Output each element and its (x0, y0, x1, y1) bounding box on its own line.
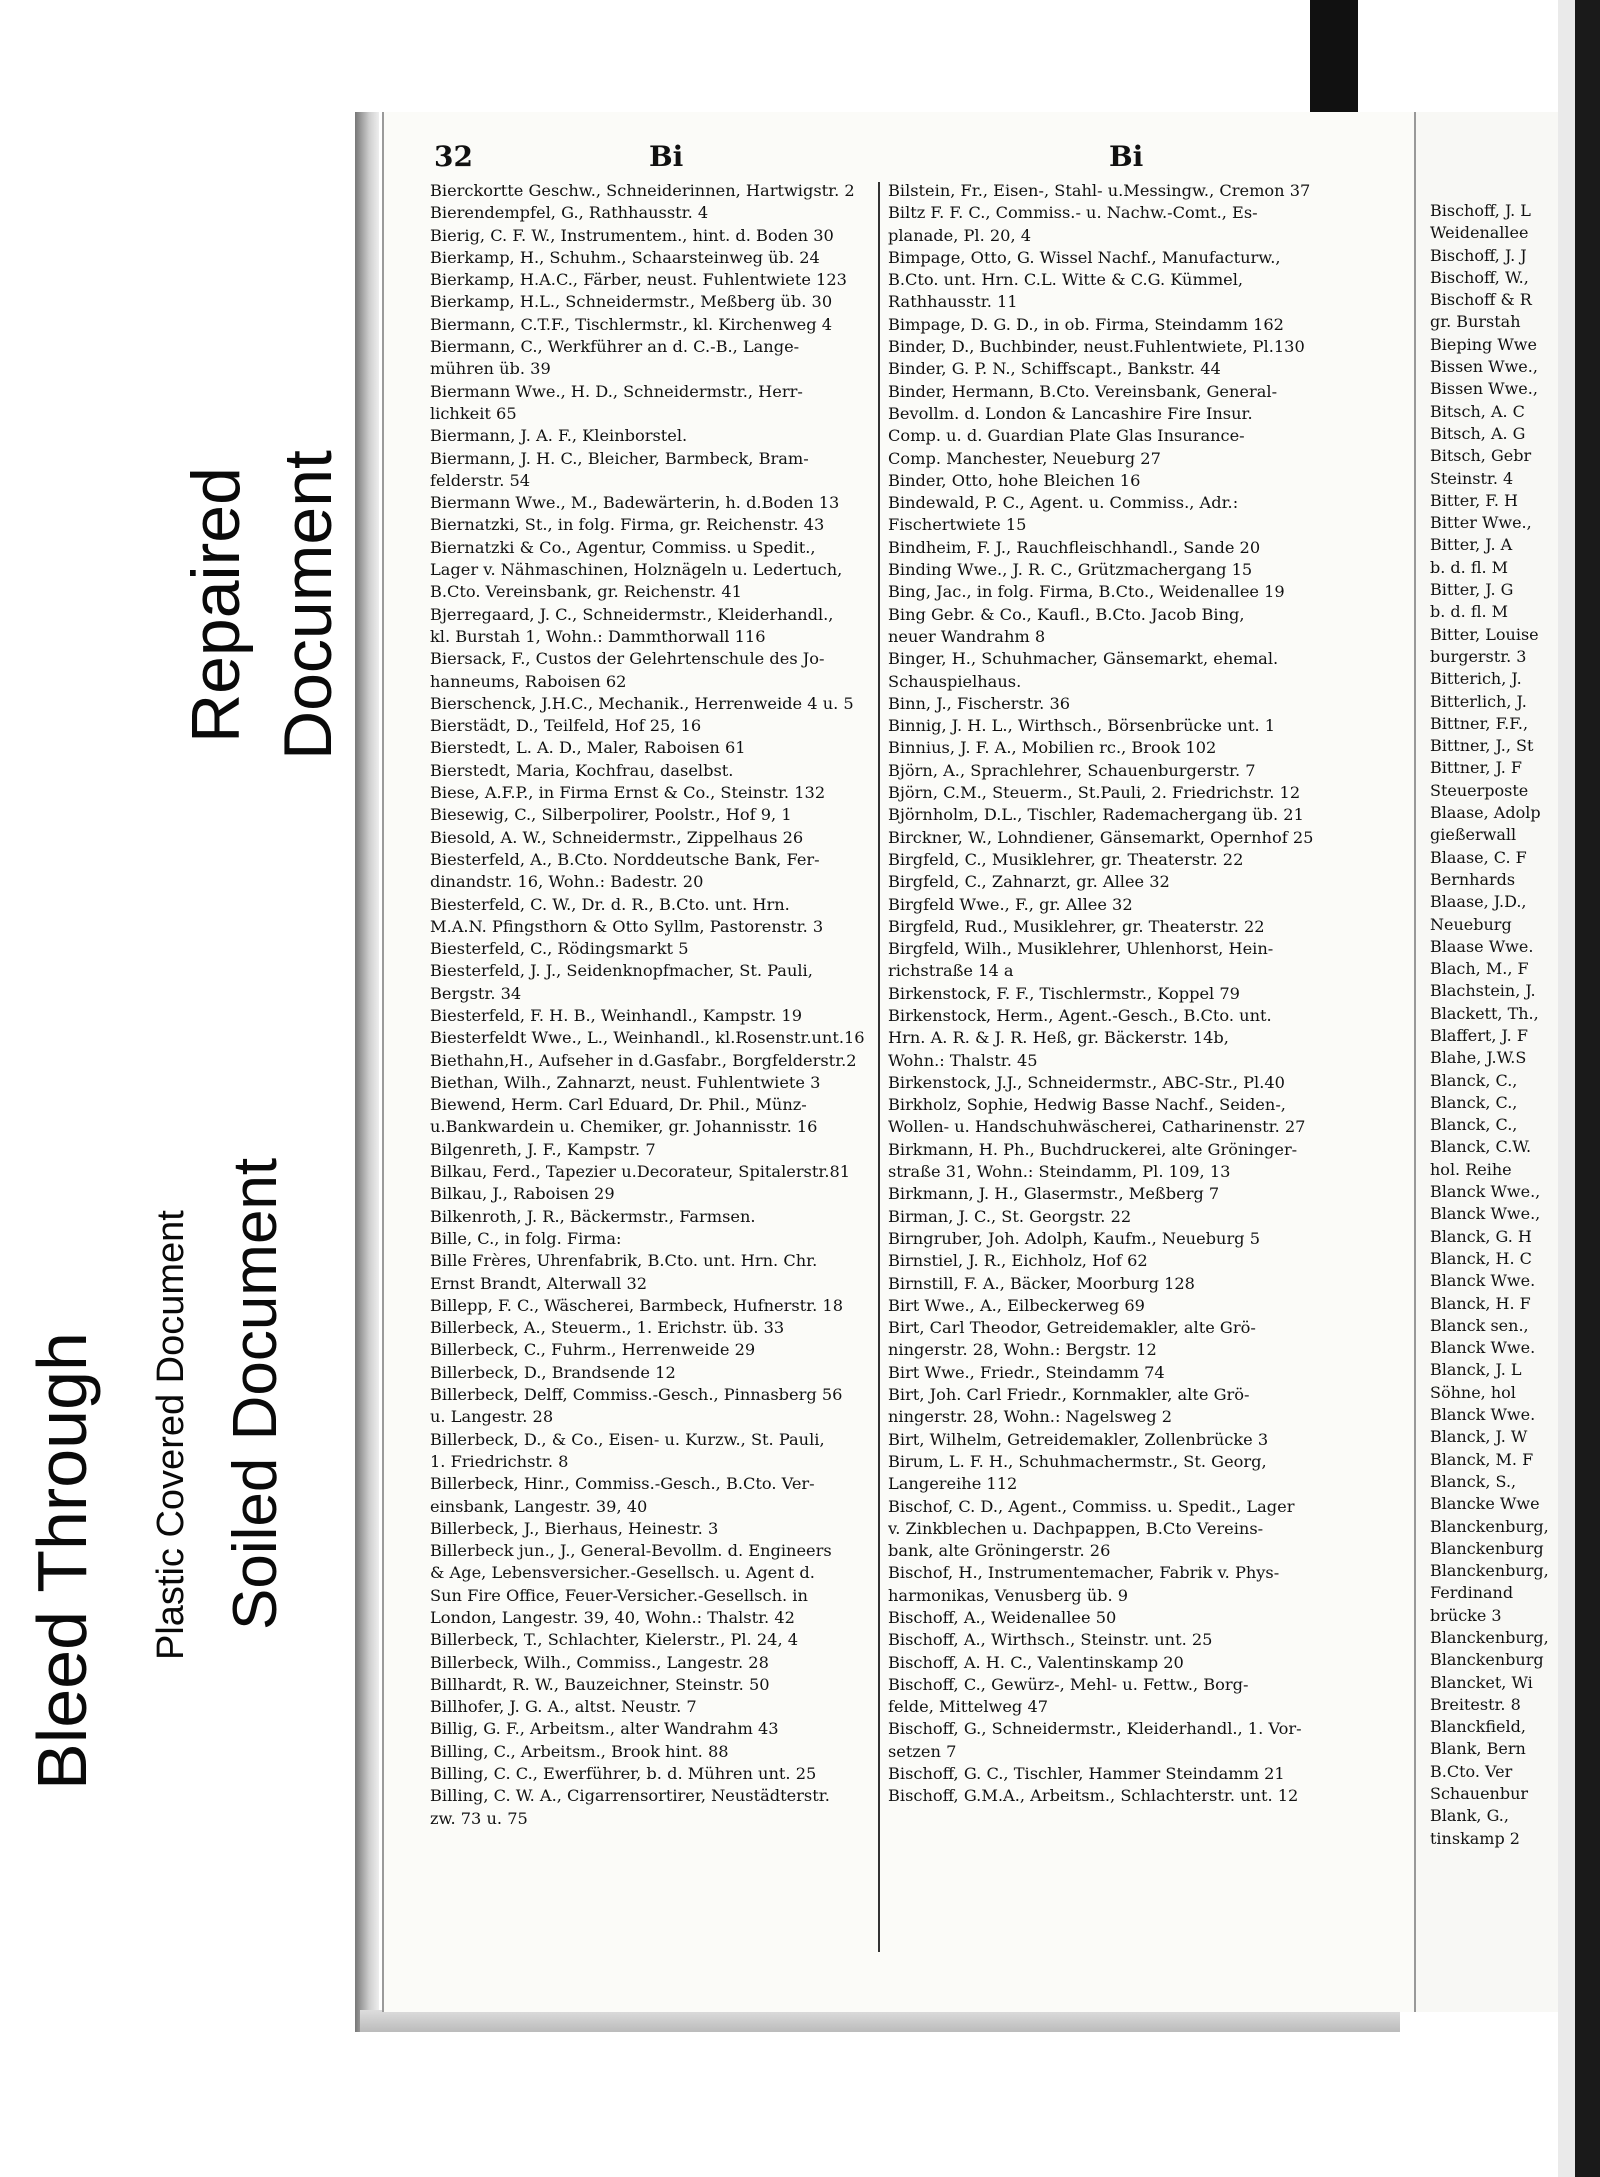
directory-entry-line: Blancket, Wi (1430, 1672, 1533, 1692)
directory-entry-line: Bitsch, A. C (1430, 401, 1525, 421)
directory-entry-line: B.Cto. Vereinsbank, gr. Reichenstr. 41 (430, 582, 742, 602)
directory-entry-line: Comp. u. d. Guardian Plate Glas Insurance- (888, 426, 1245, 446)
directory-entry-line: Biesterfeld, J. J., Seidenknopfmacher, St. Pauli, (430, 961, 813, 981)
directory-entry-line: Bing Gebr. & Co., Kaufl., B.Cto. Jacob Bing, (888, 604, 1245, 624)
directory-entry-line: Blach, M., F (1430, 959, 1529, 979)
directory-entry-line: Bierkamp, H.L., Schneidermstr., Meßberg üb. 30 (430, 292, 833, 312)
directory-entry-line: Blanckenburg, (1430, 1628, 1549, 1647)
directory-entry-line: neuer Wandrahm 8 (888, 626, 1046, 646)
directory-entry-line: Blanckfield, (1430, 1717, 1526, 1737)
directory-entry-line: Björn, A., Sprachlehrer, Schauenburgerstr. 7 (888, 760, 1256, 780)
directory-entry-line: Billing, C., Arbeitsm., Brook hint. 88 (430, 1741, 729, 1761)
directory-entry-line: gießerwall (1430, 825, 1517, 845)
directory-entry-line: lichkeit 65 (430, 403, 517, 423)
directory-entry-line: Wollen- u. Handschuhwäscherei, Catharinenstr. 27 (888, 1117, 1306, 1137)
directory-entry-line: B.Cto. unt. Hrn. C.L. Witte & C.G. Kümmel, (888, 270, 1244, 290)
directory-entry-line: London, Langestr. 39, 40, Wohn.: Thalstr. 42 (430, 1608, 795, 1627)
directory-entry-line: Birgfeld, Wilh., Musiklehrer, Uhlenhorst, Hein- (888, 939, 1274, 959)
directory-entry-line: Biermann Wwe., H. D., Schneidermstr., Herr- (430, 381, 803, 401)
directory-entry-line: Bindheim, F. J., Rauchfleischhandl., Sande 20 (888, 537, 1261, 557)
directory-entry-line: Wohn.: Thalstr. 45 (888, 1050, 1038, 1070)
directory-entry-line: Birt, Joh. Carl Friedr., Kornmakler, alte Grö- (888, 1385, 1250, 1405)
directory-entry-line: zw. 73 u. 75 (430, 1808, 528, 1828)
directory-entry-line: Binnig, J. H. L., Wirthsch., Börsenbrücke unt. 1 (888, 716, 1276, 736)
directory-entry-line: Bilkenroth, J. R., Bäckermstr., Farmsen. (430, 1206, 756, 1226)
directory-entry-line: Birgfeld, C., Zahnarzt, gr. Allee 32 (888, 872, 1170, 892)
directory-entry-line: Birckner, W., Lohndiener, Gänsemarkt, Opernhof 25 (888, 827, 1314, 847)
directory-entry-line: hol. Reihe (1430, 1159, 1512, 1179)
directory-entry-line: Bierschenck, J.H.C., Mechanik., Herrenweide 4 u. 5 (430, 693, 854, 713)
directory-entry-line: Bilstein, Fr., Eisen-, Stahl- u.Messingw., Cremon 37 (888, 181, 1311, 200)
directory-entry-line: u.Bankwardein u. Chemiker, gr. Johannisstr. 16 (430, 1117, 818, 1137)
directory-entry-line: M.A.N. Pfingsthorn & Otto Syllm, Pastorenstr. 3 (430, 916, 824, 936)
directory-entry-line: Bierig, C. F. W., Instrumentem., hint. d. Boden 30 (430, 225, 834, 245)
directory-entry-line: Bille Frères, Uhrenfabrik, B.Cto. unt. Hrn. Chr. (430, 1251, 818, 1271)
directory-entry-line: Biermann, C., Werkführer an d. C.-B., Lange- (430, 337, 800, 357)
directory-entry-line: Comp. Manchester, Neueburg 27 (888, 448, 1161, 468)
directory-entry-line: Bitter, J. G (1430, 580, 1514, 600)
directory-entry-line: Birgfeld, Rud., Musiklehrer, gr. Theaterstr. 22 (888, 916, 1265, 936)
directory-entry-line: Billerbeck, A., Steuerm., 1. Erichstr. üb. 33 (430, 1318, 785, 1338)
directory-entry-line: Bischof, C. D., Agent., Commiss. u. Spedit., Lager (888, 1496, 1295, 1516)
directory-entry-line: Billing, C. C., Ewerführer, b. d. Mühren unt. 25 (430, 1764, 817, 1784)
header-left: Bi (649, 140, 684, 173)
directory-entry-line: v. Zinkblechen u. Dachpappen, B.Cto Vereins- (888, 1518, 1264, 1538)
directory-entry-line: Blachstein, J. (1430, 981, 1536, 1001)
directory-entry-line: Bitterlich, J. (1430, 691, 1527, 711)
header-right: Bi (1109, 140, 1144, 173)
directory-page (382, 112, 1416, 2012)
directory-entry-line: Bitter Wwe., (1430, 513, 1532, 533)
directory-entry-line: Bitterich, J. (1430, 669, 1522, 689)
directory-entry-line: Blanck, C., (1430, 1092, 1518, 1112)
directory-entry-line: Biesewig, C., Silberpolirer, Poolstr., Hof 9, 1 (430, 805, 792, 825)
directory-entry-line: Biermann Wwe., M., Badewärterin, h. d.Boden 13 (430, 493, 840, 513)
directory-entry-line: Billerbeck, Wilh., Commiss., Langestr. 28 (430, 1652, 769, 1672)
directory-entry-line: Birngruber, Joh. Adolph, Kaufm., Neueburg 5 (888, 1228, 1260, 1248)
bleed-through-label: Bleed Through (23, 1332, 101, 1790)
directory-entry-line: Billerbeck, D., & Co., Eisen- u. Kurzw., St. Pauli, (430, 1429, 825, 1449)
directory-entry-line: tinskamp 2 (1430, 1828, 1520, 1848)
directory-entry-line: Birt, Wilhelm, Getreidemakler, Zollenbrücke 3 (888, 1429, 1269, 1449)
directory-entry-line: Blanck, C.W. (1430, 1137, 1532, 1157)
directory-entry-line: B.Cto. Ver (1430, 1761, 1513, 1781)
directory-entry-line: brücke 3 (1430, 1605, 1502, 1625)
directory-entry-line: Bierstedt, Maria, Kochfrau, daselbst. (430, 760, 734, 780)
directory-entry-line: Langereihe 112 (888, 1474, 1018, 1494)
directory-entry-line: Lager v. Nähmaschinen, Holznägeln u. Ledertuch, (430, 560, 843, 580)
directory-entry-line: Binder, Hermann, B.Cto. Vereinsbank, General- (888, 381, 1278, 401)
directory-entry-line: Blahe, J.W.S (1430, 1048, 1527, 1068)
directory-entry-line: kl. Burstah 1, Wohn.: Dammthorwall 116 (430, 626, 766, 646)
directory-entry-line: Blanckenburg, (1430, 1561, 1549, 1581)
directory-entry-line: Breitestr. 8 (1430, 1694, 1521, 1714)
directory-entry-line: Blanck, H. F (1430, 1293, 1531, 1313)
directory-entry-line: Bilgenreth, J. F., Kampstr. 7 (430, 1139, 656, 1159)
directory-entry-line: richstraße 14 a (888, 961, 1014, 981)
directory-entry-line: Hrn. A. R. & J. R. Heß, gr. Bäckerstr. 14b, (888, 1028, 1229, 1048)
directory-entry-line: Blanck Wwe. (1430, 1271, 1536, 1291)
directory-entry-line: Biermann, J. A. F., Kleinborstel. (430, 426, 688, 446)
directory-entry-line: Blanck Wwe., (1430, 1204, 1541, 1224)
directory-entry-line: Binder, G. P. N., Schiffscapt., Bankstr. 44 (888, 359, 1221, 379)
directory-entry-line: Binder, D., Buchbinder, neust.Fuhlentwiete, Pl.130 (888, 337, 1305, 357)
directory-entry-line: Bjerregaard, J. C., Schneidermstr., Kleiderhandl., (430, 604, 834, 624)
directory-entry-line: Bille, C., in folg. Firma: (430, 1228, 622, 1248)
left-column (430, 180, 874, 1830)
plastic-covered-label: Plastic Covered Document (150, 1210, 192, 1660)
directory-entry-line: Bischof, H., Instrumentemacher, Fabrik v. Phys- (888, 1563, 1280, 1583)
directory-entry-line: Bitter, Louise (1430, 624, 1539, 644)
directory-entry-line: Bischoff, G.M.A., Arbeitsm., Schlachterstr. unt. 12 (888, 1786, 1299, 1806)
directory-entry-line: Bierendempfel, G., Rathhausstr. 4 (430, 203, 709, 223)
directory-entry-line: Bernhards (1430, 869, 1516, 889)
directory-entry-line: felde, Mittelweg 47 (888, 1697, 1049, 1717)
directory-entry-line: Birkholz, Sophie, Hedwig Basse Nachf., Seiden-, (888, 1095, 1286, 1115)
directory-entry-line: Biernatzki, St., in folg. Firma, gr. Reichenstr. 43 (430, 515, 825, 535)
directory-entry-line: Binger, H., Schuhmacher, Gänsemarkt, ehemal. (888, 649, 1279, 669)
directory-entry-line: 1. Friedrichstr. 8 (430, 1451, 569, 1471)
directory-entry-line: Birman, J. C., St. Georgstr. 22 (888, 1206, 1132, 1226)
directory-entry-line: Biesterfeld, A., B.Cto. Norddeutsche Bank, Fer- (430, 849, 820, 869)
directory-entry-line: Bitter, F. H (1430, 490, 1518, 510)
directory-entry-line: Billerbeck jun., J., General-Bevollm. d. Engineers (430, 1541, 832, 1561)
directory-entry-line: Biesterfeld, C., Rödingsmarkt 5 (430, 939, 689, 959)
directory-entry-line: felderstr. 54 (430, 470, 531, 490)
directory-entry-line: Billerbeck, T., Schlachter, Kielerstr., Pl. 24, 4 (430, 1630, 799, 1650)
directory-entry-line: bank, alte Gröningerstr. 26 (888, 1541, 1111, 1561)
directory-entry-line: & Age, Lebensversicher.-Gesellsch. u. Agent d. (430, 1563, 815, 1583)
directory-entry-line: Bittner, F.F., (1430, 713, 1529, 733)
directory-entry-line: Blaase, Adolp (1430, 803, 1541, 823)
directory-entry-line: Biernatzki & Co., Agentur, Commiss. u Spedit., (430, 537, 816, 557)
directory-entry-line: Birkenstock, F. F., Tischlermstr., Koppel 79 (888, 983, 1240, 1003)
directory-entry-line: Binding Wwe., J. R. C., Grützmachergang 15 (888, 560, 1253, 580)
directory-entry-line: Biesterfeldt Wwe., L., Weinhandl., kl.Rosenstr.unt.16 (430, 1028, 865, 1048)
directory-entry-line: Birkmann, J. H., Glasermstr., Meßberg 7 (888, 1184, 1220, 1204)
directory-entry-line: Blanck, J. W (1430, 1427, 1528, 1447)
directory-entry-line: Bischoff, C., Gewürz-, Mehl- u. Fettw., Borg- (888, 1674, 1249, 1694)
directory-entry-line: Biltz F. F. C., Commiss.- u. Nachw.-Comt., Es- (888, 203, 1258, 223)
directory-entry-line: Biese, A.F.P., in Firma Ernst & Co., Steinstr. 132 (430, 783, 826, 803)
directory-entry-line: Blanckenburg, (1430, 1516, 1549, 1536)
directory-entry-line: Björn, C.M., Steuerm., St.Pauli, 2. Friedrichstr. 12 (888, 783, 1301, 803)
directory-entry-line: Bimpage, D. G. D., in ob. Firma, Steindamm 162 (888, 314, 1284, 334)
scan-border-right (1575, 0, 1600, 2177)
directory-entry-line: Steuerposte (1430, 780, 1529, 800)
directory-entry-line: Blank, Bern (1430, 1739, 1526, 1759)
directory-entry-line: Blanck, M. F (1430, 1449, 1534, 1469)
directory-entry-line: Birkenstock, Herm., Agent.-Gesch., B.Cto. unt. (888, 1005, 1272, 1025)
directory-entry-line: Bierkamp, H.A.C., Färber, neust. Fuhlentwiete 123 (430, 270, 847, 290)
directory-entry-line: ningerstr. 28, Wohn.: Bergstr. 12 (888, 1340, 1157, 1360)
directory-entry-line: mühren üb. 39 (430, 359, 551, 379)
directory-entry-line: b. d. fl. M (1430, 557, 1509, 577)
directory-entry-line: einsbank, Langestr. 39, 40 (430, 1496, 648, 1516)
directory-entry-line: Blancke Wwe (1430, 1494, 1540, 1514)
scan-border-top (1310, 0, 1358, 125)
directory-entry-line: Blanck Wwe. (1430, 1338, 1536, 1358)
repaired-label (170, 450, 354, 760)
directory-entry-line: Bischoff, W., (1430, 267, 1529, 287)
directory-entry-line: Steinstr. 4 (1430, 468, 1514, 488)
directory-entry-line: Billerbeck, Hinr., Commiss.-Gesch., B.Cto. Ver- (430, 1474, 815, 1494)
directory-entry-line: Blanck, C., (1430, 1115, 1518, 1135)
directory-entry-line: Biethan, Wilh., Zahnarzt, neust. Fuhlentwiete 3 (430, 1072, 821, 1092)
directory-entry-line: Birt Wwe., A., Eilbeckerweg 69 (888, 1295, 1145, 1315)
directory-entry-line: Birkmann, H. Ph., Buchdruckerei, alte Gröninger- (888, 1139, 1298, 1159)
directory-entry-line: Biesterfeld, C. W., Dr. d. R., B.Cto. unt. Hrn. (430, 894, 790, 914)
directory-entry-line: Binnius, J. F. A., Mobilien rc., Brook 102 (888, 738, 1217, 758)
directory-entry-line: burgerstr. 3 (1430, 646, 1527, 666)
directory-entry-line: Bitsch, A. G (1430, 423, 1526, 443)
directory-entry-line: Blanckenburg (1430, 1650, 1544, 1670)
directory-entry-line: Blanck, H. C (1430, 1248, 1532, 1268)
directory-entry-line: Bilkau, Ferd., Tapezier u.Decorateur, Spitalerstr.81 (430, 1162, 851, 1182)
directory-entry-line: Birt Wwe., Friedr., Steindamm 74 (888, 1362, 1165, 1382)
directory-entry-line: Ernst Brandt, Alterwall 32 (430, 1273, 648, 1293)
directory-entry-line: Blanck, C., (1430, 1070, 1518, 1090)
scan-border-inner (1558, 0, 1575, 2177)
directory-entry-line: Bischoff, J. L (1430, 201, 1531, 220)
directory-entry-line: Bierkamp, H., Schuhm., Schaarsteinweg üb. 24 (430, 247, 820, 267)
directory-entry-line: Bitter, J. A (1430, 535, 1513, 555)
repaired-label-line1: Repaired (178, 467, 254, 744)
directory-entry-line: Bischoff & R (1430, 290, 1532, 310)
directory-entry-line: Blanckenburg (1430, 1538, 1544, 1558)
directory-entry-line: Bimpage, Otto, G. Wissel Nachf., Manufacturw., (888, 247, 1281, 267)
directory-entry-line: hanneums, Raboisen 62 (430, 671, 627, 691)
soiled-label: Soiled Document (221, 1157, 290, 1630)
directory-entry-line: Blanck, G. H (1430, 1226, 1532, 1246)
directory-entry-line: harmonikas, Venusberg üb. 9 (888, 1585, 1129, 1605)
directory-entry-line: Bierckortte Geschw., Schneiderinnen, Hartwigstr. 2 (430, 181, 855, 200)
directory-entry-line: Biethahn,H., Aufseher in d.Gasfabr., Borgfelderstr.2 (430, 1050, 857, 1070)
directory-entry-line: Bilkau, J., Raboisen 29 (430, 1184, 615, 1204)
directory-entry-line: straße 31, Wohn.: Steindamm, Pl. 109, 13 (888, 1162, 1231, 1182)
directory-entry-line: Bevollm. d. London & Lancashire Fire Insur. (888, 403, 1253, 423)
directory-entry-line: Schauspielhaus. (888, 671, 1022, 691)
directory-entry-line: Billig, G. F., Arbeitsm., alter Wandrahm 43 (430, 1719, 779, 1739)
directory-entry-line: Bischoff, G., Schneidermstr., Kleiderhandl., 1. Vor- (888, 1719, 1302, 1739)
directory-entry-line: Bissen Wwe., (1430, 379, 1538, 399)
directory-entry-line: Neueburg (1430, 914, 1512, 934)
directory-entry-line: Blaffert, J. F (1430, 1025, 1528, 1045)
directory-entry-line: setzen 7 (888, 1741, 957, 1761)
directory-entry-line: Bissen Wwe., (1430, 357, 1538, 377)
directory-entry-line: Bittner, J. F (1430, 758, 1523, 778)
directory-entry-line: Birum, L. F. H., Schuhmachermstr., St. Georg, (888, 1451, 1267, 1471)
directory-entry-line: Blanck Wwe. (1430, 1405, 1536, 1425)
directory-entry-line: Binn, J., Fischerstr. 36 (888, 693, 1071, 713)
directory-entry-line: Björnholm, D.L., Tischler, Rademachergang üb. 21 (888, 805, 1304, 825)
directory-entry-line: Biesterfeld, F. H. B., Weinhandl., Kampstr. 19 (430, 1005, 803, 1025)
directory-entry-line: Bierstädt, D., Teilfeld, Hof 25, 16 (430, 716, 702, 736)
directory-entry-line: Blanck sen., (1430, 1315, 1529, 1335)
directory-entry-line: Bitsch, Gebr (1430, 446, 1532, 466)
directory-entry-line: Blanck Wwe., (1430, 1182, 1541, 1202)
directory-entry-line: Birgfeld Wwe., F., gr. Allee 32 (888, 894, 1133, 914)
directory-entry-line: ningerstr. 28, Wohn.: Nagelsweg 2 (888, 1407, 1173, 1427)
directory-entry-line: Bischoff, A., Weidenallee 50 (888, 1608, 1117, 1627)
directory-entry-line: dinandstr. 16, Wohn.: Badestr. 20 (430, 872, 704, 892)
directory-entry-line: Birgfeld, C., Musiklehrer, gr. Theaterstr. 22 (888, 849, 1244, 869)
directory-entry-line: planade, Pl. 20, 4 (888, 225, 1032, 245)
directory-entry-line: Blank, G., (1430, 1806, 1509, 1826)
directory-entry-line: Billhofer, J. G. A., altst. Neustr. 7 (430, 1697, 697, 1717)
right-column (888, 180, 1348, 1808)
directory-entry-line: Blaase, C. F (1430, 847, 1527, 867)
directory-entry-line: b. d. fl. M (1430, 602, 1509, 622)
directory-entry-line: Bischoff, J. J (1430, 245, 1527, 265)
directory-entry-line: Blaase Wwe. (1430, 936, 1534, 956)
directory-entry-line: Billerbeck, J., Bierhaus, Heinestr. 3 (430, 1518, 719, 1538)
directory-entry-line: gr. Burstah (1430, 312, 1521, 332)
directory-entry-line: Bittner, J., St (1430, 736, 1534, 756)
column-divider (878, 182, 880, 1952)
directory-entry-line: Biewend, Herm. Carl Eduard, Dr. Phil., Münz- (430, 1095, 807, 1115)
directory-entry-line: Fischertwiete 15 (888, 515, 1027, 535)
directory-entry-line: Biesold, A. W., Schneidermstr., Zippelhaus 26 (430, 827, 804, 847)
directory-entry-line: Blackett, Th., (1430, 1003, 1539, 1023)
directory-entry-line: Söhne, hol (1430, 1382, 1516, 1402)
directory-entry-line: Sun Fire Office, Feuer-Versicher.-Gesellsch. in (430, 1585, 808, 1605)
directory-entry-line: Billerbeck, Delff, Commiss.-Gesch., Pinnasberg 56 (430, 1385, 843, 1405)
directory-entry-line: Weidenallee (1430, 223, 1529, 243)
repaired-label-line2: Document (270, 450, 346, 760)
directory-entry-line: Bergstr. 34 (430, 983, 522, 1003)
directory-entry-line: Blanck, J. L (1430, 1360, 1522, 1380)
directory-entry-line: Rathhausstr. 11 (888, 292, 1018, 312)
directory-entry-line: Billhardt, R. W., Bauzeichner, Steinstr. 50 (430, 1674, 770, 1694)
adjacent-page (1416, 112, 1558, 2012)
directory-entry-line: Schauenbur (1430, 1784, 1529, 1804)
directory-entry-line: Bischoff, G. C., Tischler, Hammer Steindamm 21 (888, 1764, 1285, 1784)
directory-entry-line: Billerbeck, C., Fuhrm., Herrenweide 29 (430, 1340, 756, 1360)
directory-entry-line: Blaase, J.D., (1430, 892, 1527, 912)
directory-entry-line: Billing, C. W. A., Cigarrensortirer, Neustädterstr. (430, 1786, 830, 1806)
directory-entry-line: Bischoff, A., Wirthsch., Steinstr. unt. 25 (888, 1630, 1213, 1650)
directory-entry-line: Ferdinand (1430, 1583, 1514, 1603)
directory-entry-line: Bierstedt, L. A. D., Maler, Raboisen 61 (430, 738, 746, 758)
page-edge-shadow (355, 112, 379, 2032)
directory-entry-line: Blanck, S., (1430, 1471, 1517, 1491)
directory-entry-line: Billepp, F. C., Wäscherei, Barmbeck, Hufnerstr. 18 (430, 1295, 843, 1315)
directory-entry-line: Bischoff, A. H. C., Valentinskamp 20 (888, 1652, 1184, 1672)
directory-entry-line: Biermann, C.T.F., Tischlermstr., kl. Kirchenweg 4 (430, 314, 833, 334)
directory-entry-line: Biermann, J. H. C., Bleicher, Barmbeck, Bram- (430, 448, 809, 468)
directory-entry-line: Bindewald, P. C., Agent. u. Commiss., Adr.: (888, 493, 1239, 513)
page-number: 32 (434, 140, 473, 173)
directory-entry-line: Bing, Jac., in folg. Firma, B.Cto., Weidenallee 19 (888, 582, 1285, 602)
directory-entry-line: Birkenstock, J.J., Schneidermstr., ABC-Str., Pl.40 (888, 1072, 1285, 1092)
directory-entry-line: Birt, Carl Theodor, Getreidemakler, alte Grö- (888, 1318, 1256, 1338)
directory-entry-line: Biersack, F., Custos der Gelehrtenschule des Jo- (430, 649, 825, 669)
directory-entry-line: Binder, Otto, hohe Bleichen 16 (888, 470, 1141, 490)
adjacent-page-column (1430, 200, 1558, 1850)
page-edge-bottom (360, 2010, 1400, 2032)
directory-entry-line: Bieping Wwe (1430, 334, 1537, 354)
directory-entry-line: Birnstill, F. A., Bäcker, Moorburg 128 (888, 1273, 1195, 1293)
directory-entry-line: Billerbeck, D., Brandsende 12 (430, 1362, 676, 1382)
directory-entry-line: Birnstiel, J. R., Eichholz, Hof 62 (888, 1251, 1148, 1271)
directory-entry-line: u. Langestr. 28 (430, 1407, 554, 1427)
